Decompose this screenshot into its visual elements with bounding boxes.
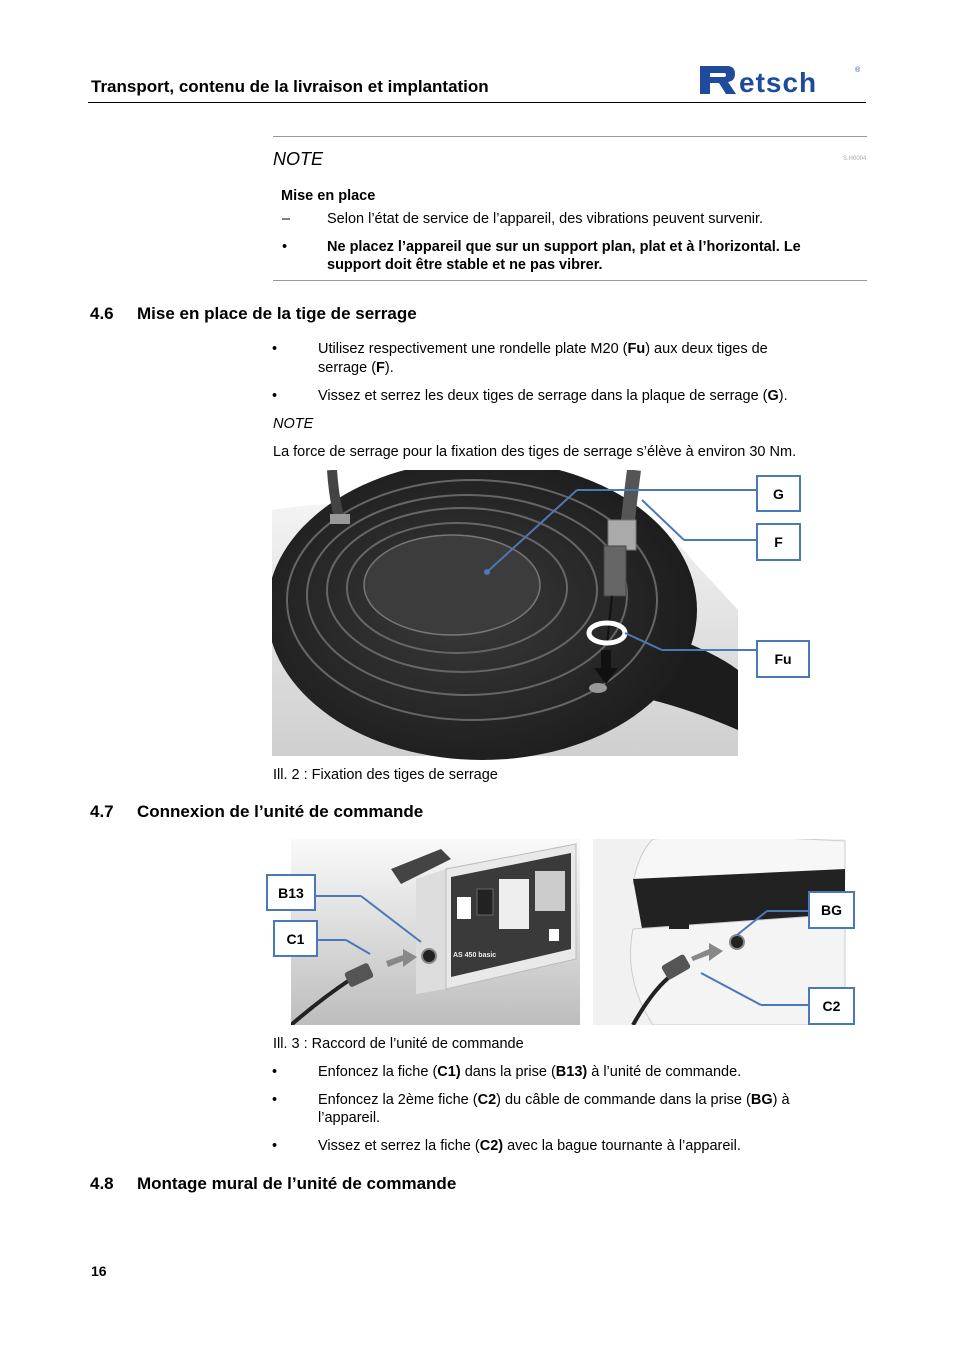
figure-2-caption: Ill. 2 : Fixation des tiges de serrage [273, 767, 498, 783]
s46-bullet2-text: Vissez et serrez les deux tiges de serrage dans la plaque de serrage (G). [318, 388, 788, 404]
section-4-6-title: Mise en place de la tige de serrage [137, 304, 417, 323]
label-f: F [756, 523, 801, 561]
label-c1: C1 [273, 920, 318, 957]
note-bottom-rule [273, 280, 867, 281]
section-4-6-number: 4.6 [90, 304, 114, 323]
figure-3-caption: Ill. 3 : Raccord de l’unité de commande [273, 1036, 524, 1052]
device-label: AS 450 basic [453, 952, 497, 959]
note-title: NOTE [273, 149, 324, 169]
s47-bullet2-marker: • [272, 1092, 278, 1108]
s46-note-label: NOTE [273, 416, 314, 432]
section-4-7-title: Connexion de l’unité de commande [137, 802, 424, 821]
label-b13: B13 [266, 874, 316, 911]
retsch-logo [697, 62, 863, 98]
header-title: Transport, contenu de la livraison et implantation [91, 77, 489, 96]
s46-note-text: La force de serrage pour la fixation des tiges de serrage s’élève à environ 30 Nm. [273, 444, 797, 460]
s47-bullet1-marker: • [272, 1064, 278, 1080]
note-dash-text: Selon l’état de service de l’appareil, des vibrations peuvent survenir. [327, 211, 764, 227]
s46-bullet2-marker: • [272, 388, 278, 404]
s47-bullet1-text: Enfoncez la fiche (C1) dans la prise (B13) à l’unité de commande. [318, 1064, 742, 1080]
section-4-7-number: 4.7 [90, 802, 114, 821]
note-bullet-line2: support doit être stable et ne pas vibrer. [327, 257, 603, 273]
header-rule [88, 102, 866, 103]
s46-bullet1-line1: Utilisez respectivement une rondelle plate M20 (Fu) aux deux tiges de [318, 341, 768, 357]
note-bullet-line1: Ne placez l’appareil que sur un support plan, plat et à l’horizontal. Le [327, 239, 801, 255]
label-bg: BG [808, 891, 855, 929]
figure-clamping-rods [272, 470, 812, 760]
svg-text:etsch: etsch [739, 67, 818, 98]
s47-bullet2-line2: l’appareil. [318, 1110, 381, 1126]
note-subtitle: Mise en place [281, 188, 376, 204]
section-4-8-number: 4.8 [90, 1174, 114, 1193]
s47-bullet3-marker: • [272, 1138, 278, 1154]
note-bullet-marker: • [282, 239, 288, 255]
label-fu: Fu [756, 640, 810, 678]
note-code: S.H0004 [843, 156, 867, 162]
svg-text:®: ® [855, 67, 861, 74]
page-number: 16 [91, 1263, 107, 1279]
s46-bullet1-line2: serrage (F). [318, 360, 394, 376]
s46-bullet1-marker: • [272, 341, 278, 357]
label-c2: C2 [808, 987, 855, 1025]
note-dash-marker: – [282, 211, 291, 227]
label-g: G [756, 475, 801, 512]
s47-bullet3-text: Vissez et serrez la fiche (C2) avec la bague tournante à l’appareil. [318, 1138, 741, 1154]
note-top-rule [273, 136, 867, 137]
s47-bullet2-line1: Enfoncez la 2ème fiche (C2) du câble de commande dans la prise (BG) à [318, 1092, 790, 1108]
section-4-8-title: Montage mural de l’unité de commande [137, 1174, 457, 1193]
